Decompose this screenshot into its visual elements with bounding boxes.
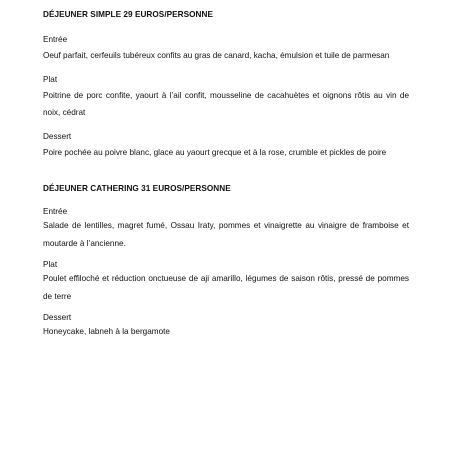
menu-section-simple <box>43 9 409 161</box>
course-description: Salade de lentilles, magret fumé, Ossau Iraty, pommes et vinaigrette au vinaigre de framboise et moutarde à l’ancienne. <box>43 221 409 248</box>
course-dessert <box>43 129 409 162</box>
menu-title: DÉJEUNER CATHERING 31 EUROS/PERSONNE <box>43 184 231 193</box>
course-label: Entrée <box>43 207 68 216</box>
course-description: Oeuf parfait, cerfeuils tubéreux confits au gras de canard, kacha, émulsion et tuile de parmesan <box>43 51 390 60</box>
course-description: Poire pochée au poivre blanc, glace au yaourt grecque et à la rose, crumble et pickles de poire <box>43 147 387 157</box>
course-entree <box>43 32 409 65</box>
menu-section-cathering <box>43 183 409 341</box>
course-description: Honeycake, labneh à la bergamote <box>43 327 170 336</box>
course-description: Poitrine de porc confite, yaourt à l’ail confit, mousseline de cacahuètes et oignons rôtis au vin de noix, cédrat <box>43 90 409 117</box>
course-label: Entrée <box>43 35 68 44</box>
course-label: Plat <box>43 74 58 84</box>
menu-document <box>43 9 409 341</box>
course-plat <box>43 72 409 122</box>
course-label: Plat <box>43 260 58 269</box>
course-description: Poulet effiloché et réduction onctueuse de aji amarillo, légumes de saison rôtis, pressé de pommes de terre <box>43 274 409 301</box>
course-entree <box>43 206 409 252</box>
course-plat <box>43 259 409 305</box>
menu-title: DÉJEUNER SIMPLE 29 EUROS/PERSONNE <box>43 10 213 19</box>
course-dessert <box>43 312 409 341</box>
course-label: Dessert <box>43 313 72 322</box>
course-label: Dessert <box>43 131 72 141</box>
